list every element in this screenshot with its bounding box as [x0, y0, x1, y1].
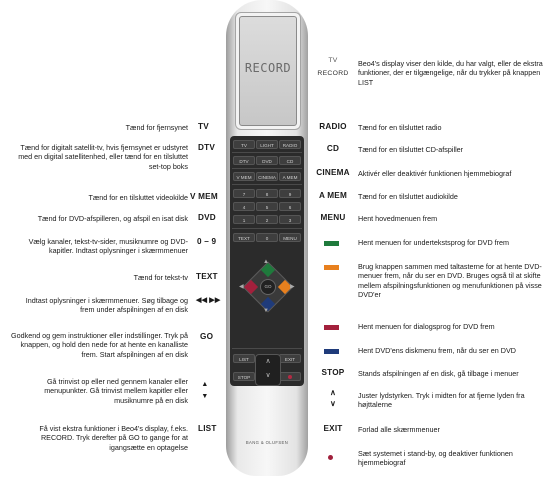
cd-button[interactable]: CD	[279, 156, 301, 165]
list-button[interactable]: LIST	[233, 354, 255, 363]
digit-9-button[interactable]: 9	[279, 189, 301, 198]
green-button[interactable]	[261, 263, 275, 277]
orange-key-swatch	[324, 265, 339, 270]
key-label-dtv: DTV	[198, 143, 215, 152]
key-label-volume: ∧ ∨	[329, 388, 337, 408]
down-arrow-icon[interactable]: ▼	[263, 308, 269, 314]
key-label-exit: EXIT	[323, 424, 343, 433]
standby-dot-icon	[288, 375, 292, 379]
brand-logo: BANG & OLUFSEN	[245, 440, 289, 445]
go-button[interactable]: GO	[260, 279, 276, 295]
light-button[interactable]: LIGHT	[256, 140, 278, 149]
key-label-list: LIST	[198, 424, 217, 433]
text-button[interactable]: TEXT	[233, 233, 255, 242]
digit-1-button[interactable]: 1	[233, 215, 255, 224]
volume-rocker[interactable]	[255, 354, 281, 386]
key-label-radio: RADIO	[319, 122, 347, 131]
desc-go: Godkend og gem instruktioner eller indstillinger. Tryk på knappen, og hold den nede for at hente en kanalliste frem. Start afspilningen af en disk	[11, 331, 188, 359]
lcd-label-record: RECORD	[317, 70, 349, 77]
beo4-remote	[226, 0, 308, 476]
desc-stop: Stands afspilningen af en disk, gå tilbage i menuer	[358, 369, 519, 378]
digit-3-button[interactable]: 3	[279, 215, 301, 224]
volume-up-icon[interactable]: ∧	[265, 358, 271, 365]
digit-4-button[interactable]: 4	[233, 202, 255, 211]
desc-tv: Tænd for fjernsynet	[125, 123, 188, 132]
desc-cinema: Aktivér eller deaktivér funktionen hjemmebiograf	[358, 169, 512, 178]
desc-radio: Tænd for en tilsluttet radio	[358, 123, 442, 132]
cinema-button[interactable]: CINEMA	[256, 172, 278, 181]
tv-button[interactable]: TV	[233, 140, 255, 149]
desc-menu: Hent hovedmenuen frem	[358, 214, 438, 223]
digit-0-button[interactable]: 0	[256, 233, 278, 242]
rewind-icon[interactable]: ◀	[239, 284, 244, 290]
digit-7-button[interactable]: 7	[233, 189, 255, 198]
key-label-stop: STOP	[321, 368, 345, 377]
key-label-dvd: DVD	[198, 213, 216, 222]
key-label-go: GO	[200, 332, 214, 341]
key-label-menu: MENU	[320, 213, 346, 222]
stop-button[interactable]: STOP	[233, 372, 255, 381]
key-label-cinema: CINEMA	[316, 168, 350, 177]
digit-6-button[interactable]: 6	[279, 202, 301, 211]
desc-step: Gå trinvist op eller ned gennem kanaler eller menupunkter. Gå trinvist mellem kapitler eller musiknumre på en disk	[44, 377, 188, 405]
key-label-v-mem: V MEM	[190, 192, 218, 201]
blue-key-swatch	[324, 349, 339, 354]
desc-text: Tænd for tekst-tv	[133, 273, 188, 282]
desc-dvd: Tænd for DVD-afspilleren, og afspil en isat disk	[37, 214, 188, 223]
desc-exit: Forlad alle skærmmenuer	[358, 425, 440, 434]
display-text: RECORD	[244, 61, 292, 75]
red-button[interactable]	[244, 280, 258, 294]
key-label-step: ▲ ▼	[201, 381, 209, 400]
dvd-button[interactable]: DVD	[256, 156, 278, 165]
dtv-button[interactable]: DTV	[233, 156, 255, 165]
key-label-cd: CD	[326, 144, 340, 153]
digit-5-button[interactable]: 5	[256, 202, 278, 211]
standby-dot-icon	[328, 455, 333, 460]
menu-button[interactable]: MENU	[279, 233, 301, 242]
key-label-tv: TV	[198, 122, 209, 131]
display	[239, 16, 297, 126]
key-label-digits: 0 – 9	[197, 237, 217, 246]
radio-button[interactable]: RADIO	[279, 140, 301, 149]
digit-8-button[interactable]: 8	[256, 189, 278, 198]
up-arrow-icon[interactable]: ▲	[263, 259, 269, 265]
desc-display: Beo4's display viser den kilde, du har valgt, eller de ekstra funktioner, der er tilgængelige, når du trykker på knappen LIST	[358, 59, 543, 87]
desc-digits: Vælg kanaler, tekst-tv-sider, musiknumre og DVD-kapitler. Indtast oplysninger i skærmmenuer	[28, 237, 188, 256]
desc-blue: Hent DVD'ens diskmenu frem, når du ser en DVD	[358, 346, 516, 355]
green-key-swatch	[324, 241, 339, 246]
desc-list: Få vist ekstra funktioner i Beo4's display, f.eks. RECORD. Tryk derefter på GO to gange for at igangsætte en optagelse	[39, 424, 188, 452]
desc-a-mem: Tænd for en tilsluttet audiokilde	[358, 192, 458, 201]
desc-v-mem: Tænd for en tilsluttet videokilde	[88, 193, 188, 202]
a-mem-button[interactable]: A MEM	[279, 172, 301, 181]
display-frame	[235, 12, 301, 130]
exit-button[interactable]: EXIT	[279, 354, 301, 363]
desc-red: Hent menuen for dialogsprog for DVD frem	[358, 322, 495, 331]
volume-down-icon[interactable]: ∨	[265, 372, 271, 379]
key-label-text: TEXT	[196, 272, 218, 281]
key-label-wind: ◀◀ ▶▶	[196, 297, 221, 304]
desc-standby: Sæt systemet i stand-by, og deaktiver funktionen hjemmebiograf	[358, 449, 513, 468]
desc-wind: Indtast oplysninger i skærmmenuer. Søg tilbage og frem under afspilningen af en disk	[25, 296, 188, 315]
desc-green: Hent menuen for undertekstsprog for DVD frem	[358, 238, 510, 247]
key-label-a-mem: A MEM	[319, 191, 347, 200]
digit-2-button[interactable]: 2	[256, 215, 278, 224]
lcd-label-tv: TV	[328, 57, 338, 64]
forward-icon[interactable]: ▶	[290, 284, 295, 290]
desc-cd: Tænd for en tilsluttet CD-afspiller	[358, 145, 464, 154]
red-key-swatch	[324, 325, 339, 330]
desc-orange: Brug knappen sammen med taltasterne for at hente DVD-menuer frem, når du ser en DVD. Bruges også til at skifte mellem afspilningsfunktionen og menufunktionen på visse DVD'er	[358, 262, 542, 300]
v-mem-button[interactable]: V MEM	[233, 172, 255, 181]
standby-button[interactable]	[279, 372, 301, 381]
desc-volume: Juster lydstyrken. Tryk i midten for at fjerne lyden fra højttalerne	[358, 391, 525, 410]
desc-dtv: Tænd for digitalt satellit-tv, hvis fjernsynet er udstyret med en digital satellitenhed, eller tænd for en tilsluttet set-top boks	[18, 143, 188, 171]
keypad	[230, 136, 304, 386]
